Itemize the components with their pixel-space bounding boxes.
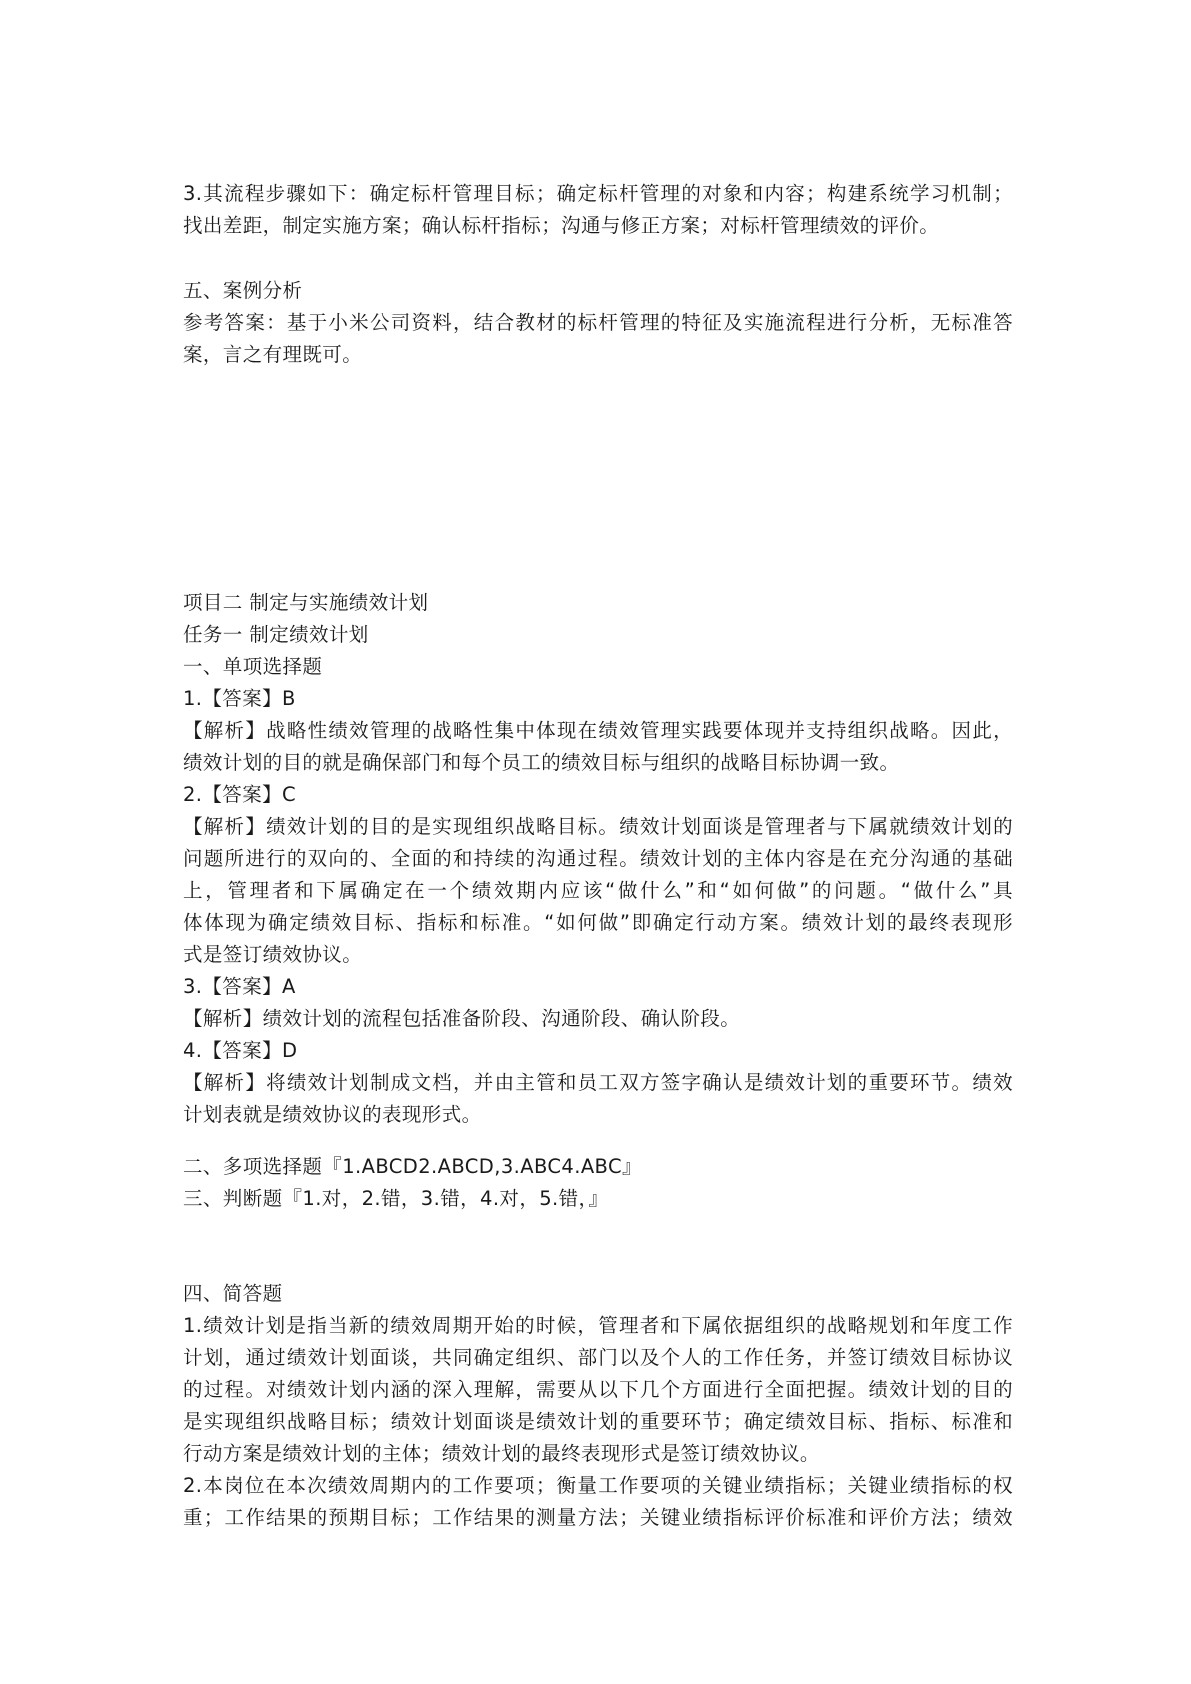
q2-analysis-line-4: 体体现为确定绩效目标、指标和标准。“如何做”即确定行动方案。绩效计划的最终表现形 — [183, 911, 1013, 934]
item3-line-1: 3.其流程步骤如下：确定标杆管理目标；确定标杆管理的对象和内容；构建系统学习机制； — [183, 182, 1013, 205]
item3-paragraph — [183, 178, 1013, 242]
item3-line-2: 找出差距，制定实施方案；确认标杆指标；沟通与修正方案；对标杆管理绩效的评价。 — [183, 214, 940, 237]
case-answer-line-1: 参考答案：基于小米公司资料，结合教材的标杆管理的特征及实施流程进行分析，无标准答 — [183, 311, 1013, 334]
sa1-line-2: 计划，通过绩效计划面谈，共同确定组织、部门以及个人的工作任务，并签订绩效目标协议 — [183, 1346, 1013, 1369]
q3-analysis-line-1: 【解析】绩效计划的流程包括准备阶段、沟通阶段、确认阶段。 — [183, 1007, 741, 1030]
case-analysis-block — [183, 275, 1013, 371]
sa1-line-5: 行动方案是绩效计划的主体；绩效计划的最终表现形式是签订绩效协议。 — [183, 1442, 820, 1465]
true-false-answers: 三、判断题『1.对，2.错，3.错，4.对，5.错，』 — [183, 1187, 609, 1210]
q3-answer: 3.【答案】A — [183, 975, 296, 998]
single-choice-heading: 一、单项选择题 — [183, 655, 323, 678]
project-two-block — [183, 587, 1013, 1131]
sa1-line-1: 1.绩效计划是指当新的绩效周期开始的时候，管理者和下属依据组织的战略规划和年度工作 — [183, 1314, 1013, 1337]
q2-analysis-line-5: 式是签订绩效协议。 — [183, 943, 363, 966]
sa2-line-1: 2.本岗位在本次绩效周期内的工作要项；衡量工作要项的关键业绩指标；关键业绩指标的权 — [183, 1474, 1013, 1497]
q1-answer: 1.【答案】B — [183, 687, 296, 710]
q4-analysis-line-2: 计划表就是绩效协议的表现形式。 — [183, 1103, 482, 1126]
q4-analysis-line-1: 【解析】将绩效计划制成文档，并由主管和员工双方签字确认是绩效计划的重要环节。绩效 — [183, 1071, 1013, 1094]
q4-answer: 4.【答案】D — [183, 1039, 298, 1062]
choice-answers-block — [183, 1151, 1013, 1215]
task-title: 任务一 制定绩效计划 — [183, 623, 369, 646]
case-analysis-heading: 五、案例分析 — [183, 279, 303, 302]
q1-analysis-line-2: 绩效计划的目的就是确保部门和每个员工的绩效目标与组织的战略目标协调一致。 — [183, 751, 900, 774]
sa1-line-4: 是实现组织战略目标；绩效计划面谈是绩效计划的重要环节；确定绩效目标、指标、标准和 — [183, 1410, 1013, 1433]
q2-analysis-line-1: 【解析】绩效计划的目的是实现组织战略目标。绩效计划面谈是管理者与下属就绩效计划的 — [183, 815, 1013, 838]
case-answer-line-2: 案，言之有理既可。 — [183, 343, 363, 366]
q2-analysis-line-2: 问题所进行的双向的、全面的和持续的沟通过程。绩效计划的主体内容是在充分沟通的基础 — [183, 847, 1013, 870]
project-title: 项目二 制定与实施绩效计划 — [183, 591, 429, 614]
short-answer-block — [183, 1278, 1013, 1534]
sa2-line-2: 重；工作结果的预期目标；工作结果的测量方法；关键业绩指标评价标准和评价方法；绩效 — [183, 1506, 1013, 1529]
short-answer-heading: 四、简答题 — [183, 1282, 283, 1305]
q2-answer: 2.【答案】C — [183, 783, 297, 806]
q2-analysis-line-3: 上，管理者和下属确定在一个绩效期内应该“做什么”和“如何做”的问题。“做什么”具 — [183, 879, 1013, 902]
multi-choice-answers: 二、多项选择题『1.ABCD2.ABCD,3.ABC4.ABC』 — [183, 1155, 642, 1178]
q1-analysis-line-1: 【解析】战略性绩效管理的战略性集中体现在绩效管理实践要体现并支持组织战略。因此， — [183, 719, 1013, 742]
sa1-line-3: 的过程。对绩效计划内涵的深入理解，需要从以下几个方面进行全面把握。绩效计划的目的 — [183, 1378, 1013, 1401]
